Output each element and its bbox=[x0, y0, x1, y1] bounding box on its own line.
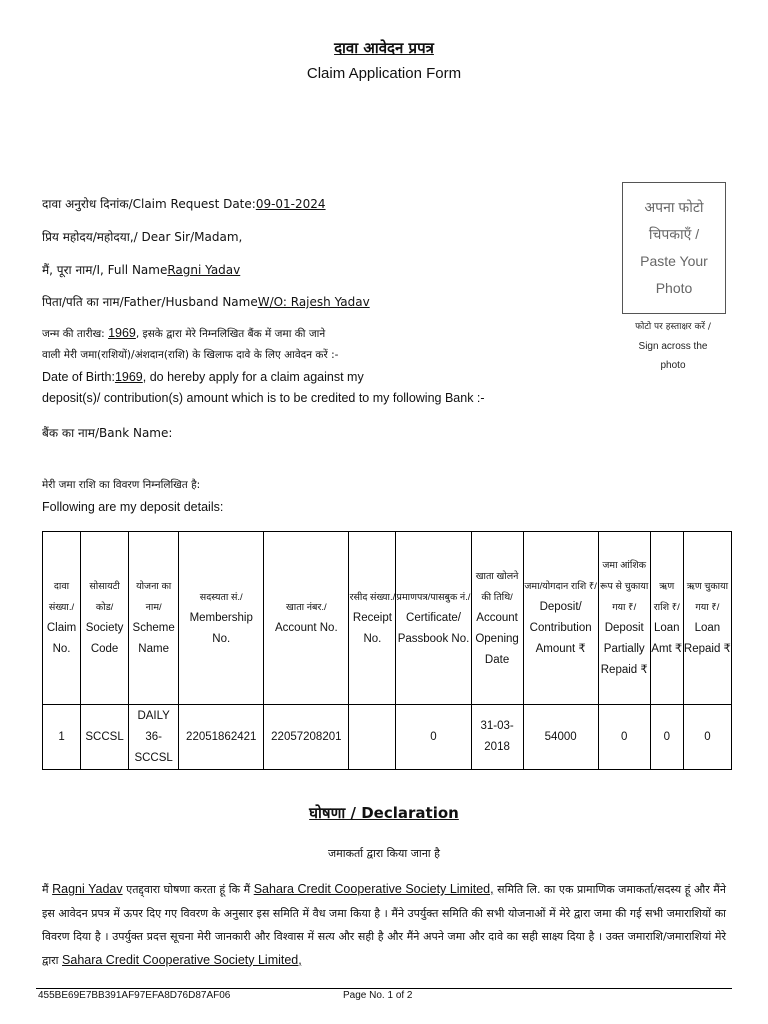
photo-text-line-2: चिपकाएँ / bbox=[648, 226, 700, 242]
dob-hindi-suffix: , इसके द्वारा मेरे निम्नलिखित बैंक में जमा की जाने bbox=[135, 328, 326, 340]
dob-hindi-line-1 bbox=[42, 326, 325, 341]
col-loan-repaid: ऋण चुकाया गया ₹/ Loan Repaid ₹ bbox=[683, 532, 731, 705]
dob-hindi-prefix: जन्म की तारीख: bbox=[42, 328, 109, 340]
table-header-row bbox=[43, 532, 732, 705]
full-name-line bbox=[42, 261, 240, 278]
father-name-label: पिता/पति का नाम/Father/Husband Name bbox=[42, 295, 258, 309]
declaration-text-mid-1: एतद्द्वारा घोषणा करता हूं कि मैं bbox=[122, 883, 254, 896]
col-partially-repaid: जमा आंशिक रूप से चुकाया गया ₹/ Deposit Partially Repaid ₹ bbox=[598, 532, 650, 705]
document-id: 455BE69E7BB391AF97EFA8D76D87AF06 bbox=[38, 990, 231, 1001]
cell-receipt-no bbox=[349, 705, 396, 770]
declaration-society-name: Sahara Credit Cooperative Society Limited, bbox=[253, 882, 494, 896]
col-account-no: खाता नंबर./ Account No. bbox=[264, 532, 349, 705]
dob-english-suffix: , do hereby apply for a claim against my bbox=[142, 370, 364, 384]
col-receipt-no: रसीद संख्या./ Receipt No. bbox=[349, 532, 396, 705]
dob-value-hindi: 1969 bbox=[108, 326, 136, 340]
deposit-details-hindi: मेरी जमा राशि का विवरण निम्नलिखित है: bbox=[42, 479, 201, 491]
claim-date-value: 09-01-2024 bbox=[255, 197, 326, 211]
col-scheme-name: योजना का नाम/ Scheme Name bbox=[129, 532, 179, 705]
cell-membership-no: 22051862421 bbox=[179, 705, 264, 770]
sign-instruction-hindi: फोटो पर हस्ताक्षर करें / bbox=[635, 322, 711, 332]
declaration-subtitle: जमाकर्ता द्वारा किया जाना है bbox=[328, 847, 440, 860]
declaration-text-mid-2: समिति लि. का एक प्रामाणिक जमाकर्ता/सदस्य हूं और मैंने इस आवेदन प्रपत्र में ऊपर दिए गए विवरण के अनुसार इस समिति में वैध जमा किया है । मैंने उपर्युक्त समिति की सभी योजनाओं में मेरे द्वारा जमा की गई सभी जमाराशियों का विवरण दिया है । उपर्युक्त प्रदत्त सूचना मेरी जानकारी और विश्वास में सत्य और सही है और मैंने अपने जमा और दावे का सही साक्ष्य दिया है । उक्त जमाराशि/जमाराशियां मेरे द्वारा bbox=[42, 883, 726, 967]
claim-date-line bbox=[42, 195, 326, 212]
col-claim-no: दावा संख्या./ Claim No. bbox=[43, 532, 81, 705]
cell-loan-repaid: 0 bbox=[683, 705, 731, 770]
footer-divider bbox=[36, 988, 732, 989]
claim-date-label: दावा अनुरोध दिनांक/Claim Request Date: bbox=[42, 197, 256, 211]
col-loan-amount: ऋण राशि ₹/ Loan Amt ₹ bbox=[650, 532, 683, 705]
salutation: प्रिय महोदय/महोदया,/ Dear Sir/Madam, bbox=[42, 230, 243, 244]
cell-account-no: 22057208201 bbox=[264, 705, 349, 770]
dob-hindi-line-2: वाली मेरी जमा(राशियों)/अंशदान(राशि) के खिलाफ दावे के लिए आवेदन करें :- bbox=[42, 349, 339, 361]
sign-instruction bbox=[600, 318, 746, 375]
table-row bbox=[43, 705, 732, 770]
declaration-title: घोषणा / Declaration bbox=[309, 804, 459, 822]
photo-text-line-4: Photo bbox=[655, 280, 693, 296]
col-deposit-amount: जमा/योगदान राशि ₹/ Deposit/ Contribution Amount ₹ bbox=[523, 532, 598, 705]
dob-english-line-2: deposit(s)/ contribution(s) amount which is to be credited to my following Bank :- bbox=[42, 391, 485, 405]
col-opening-date: खाता खोलने की तिथि/ Account Opening Date bbox=[471, 532, 523, 705]
photo-placeholder bbox=[622, 182, 726, 314]
cell-deposit-amount: 54000 bbox=[523, 705, 598, 770]
cell-certificate-no: 0 bbox=[396, 705, 471, 770]
dob-english-prefix: Date of Birth: bbox=[42, 370, 115, 384]
col-society-code: सोसायटी कोड/ Society Code bbox=[81, 532, 129, 705]
sign-instruction-english-2: photo bbox=[660, 360, 686, 371]
photo-text-line-3: Paste Your bbox=[640, 253, 708, 269]
cell-society-code: SCCSL bbox=[81, 705, 129, 770]
father-name-value: W/O: Rajesh Yadav bbox=[257, 295, 370, 309]
cell-claim-no: 1 bbox=[43, 705, 81, 770]
deposit-details-english: Following are my deposit details: bbox=[42, 500, 224, 514]
col-membership-no: सदस्यता सं./ Membership No. bbox=[179, 532, 264, 705]
cell-partially-repaid: 0 bbox=[598, 705, 650, 770]
declaration-society-name-2: Sahara Credit Cooperative Society Limited, bbox=[62, 952, 302, 967]
full-name-label: मैं, पूरा नाम/I, Full Name bbox=[42, 263, 168, 277]
dob-english-line-1 bbox=[42, 370, 364, 384]
form-title-english: Claim Application Form bbox=[306, 65, 462, 82]
photo-text-line-1: अपना फोटो bbox=[644, 199, 704, 215]
col-certificate-no: प्रमाणपत्र/पासबुक नं./ Certificate/ Passbook No. bbox=[396, 532, 471, 705]
declaration-text-start: मैं bbox=[42, 883, 53, 896]
father-name-line bbox=[42, 293, 370, 310]
dob-value-english: 1969 bbox=[114, 370, 143, 384]
cell-opening-date: 31-03-2018 bbox=[471, 705, 523, 770]
page-number: Page No. 1 of 2 bbox=[343, 990, 413, 1001]
cell-loan-amount: 0 bbox=[650, 705, 683, 770]
full-name-value: Ragni Yadav bbox=[167, 263, 241, 277]
deposit-details-table bbox=[42, 531, 732, 770]
cell-scheme-name: DAILY 36-SCCSL bbox=[129, 705, 179, 770]
declaration-paragraph bbox=[42, 878, 726, 972]
declaration-name: Ragni Yadav bbox=[52, 882, 123, 896]
bank-name-label: बैंक का नाम/Bank Name: bbox=[42, 426, 173, 440]
form-title-hindi: दावा आवेदन प्रपत्र bbox=[334, 39, 434, 57]
sign-instruction-english-1: Sign across the bbox=[638, 341, 708, 352]
